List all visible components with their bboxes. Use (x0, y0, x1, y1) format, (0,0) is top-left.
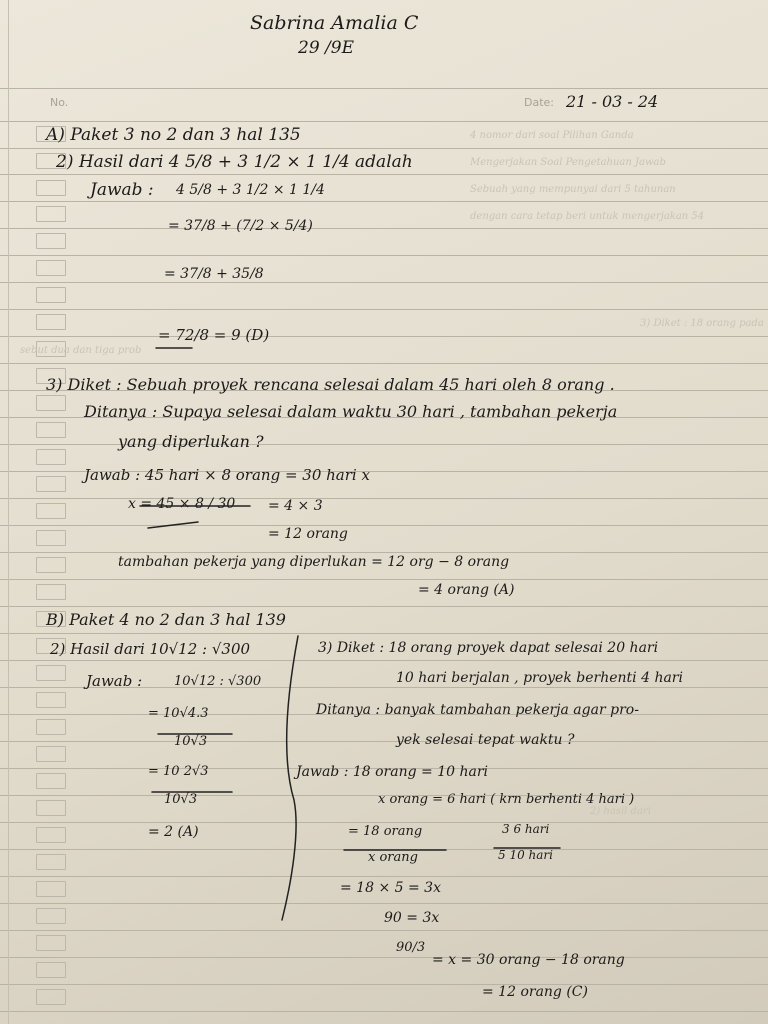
question-a3-diket: 3) Diket : Sebuah proyek rencana selesai dalam 45 hari oleh 8 orang . (46, 375, 615, 394)
question-b2-text: 2) Hasil dari 10√12 : √300 (50, 640, 251, 658)
work-line: = 10√4.3 (148, 706, 209, 721)
work-line: 5 10 hari (498, 848, 553, 862)
question-b3-ditanya-cont: yek selesai tepat waktu ? (396, 732, 575, 748)
bleed-through-text: Sebuah yang mempunyai dari 5 tahunan (470, 184, 676, 195)
work-line: x = 45 × 8 / 30 (128, 496, 236, 512)
bleed-through-text: 3) Diket : 18 orang pada (640, 318, 764, 329)
work-line: = 4 × 3 (268, 498, 323, 514)
strike-line (148, 522, 198, 528)
jawab-line: Jawab : 45 hari × 8 orang = 30 hari x (84, 466, 370, 484)
question-a3-ditanya-cont: yang diperlukan ? (118, 432, 264, 451)
class-label: 29 /9E (298, 38, 354, 58)
work-line: = 12 orang (268, 526, 348, 542)
work-line: = 37/8 + (7/2 × 5/4) (168, 218, 313, 234)
work-line: 10√12 : √300 (174, 674, 262, 689)
date-value: 21 - 03 - 24 (566, 92, 659, 111)
work-line: = x = 30 orang − 18 orang (432, 952, 625, 968)
answer-b2: = 2 (A) (148, 824, 199, 840)
answer-b3: = 12 orang (C) (482, 984, 588, 1000)
work-line: 90/3 (396, 940, 426, 955)
student-name: Sabrina Amalia C (250, 12, 419, 34)
no-label: No. (50, 96, 69, 109)
work-line: x orang (368, 850, 418, 865)
question-a2-text: 2) Hasil dari 4 5/8 + 3 1/2 × 1 1/4 adalah (56, 152, 413, 172)
work-line: tambahan pekerja yang diperlukan = 12 org − 8 orang (118, 554, 510, 570)
answer-a2: = 72/8 = 9 (D) (158, 326, 270, 344)
bleed-through-text: sebut dua dan tiga prob (20, 345, 142, 356)
jawab-label: Jawab : (86, 672, 143, 690)
work-line: x orang = 6 hari ( krn berhenti 4 hari ) (378, 792, 635, 807)
bleed-through-text: 2) hasil dari (590, 806, 651, 817)
work-line: 10√3 (164, 792, 198, 807)
work-line: = 18 orang (348, 824, 423, 839)
answer-a3: = 4 orang (A) (418, 582, 515, 598)
curly-brace (282, 636, 298, 920)
jawab-line: Jawab : 18 orang = 10 hari (296, 764, 489, 780)
question-b3-diket: 3) Diket : 18 orang proyek dapat selesai 20 hari (318, 640, 659, 656)
question-a3-ditanya: Ditanya : Supaya selesai dalam waktu 30 hari , tambahan pekerja (84, 402, 618, 421)
work-line: 3 6 hari (502, 822, 550, 836)
jawab-label: Jawab : (90, 180, 154, 200)
bleed-through-text: Mengerjakan Soal Pengetahuan Jawab (470, 157, 666, 168)
work-line: 4 5/8 + 3 1/2 × 1 1/4 (176, 182, 325, 198)
date-label: Date: (524, 96, 554, 109)
bleed-through-text: 4 nomor dari soal Pilihan Ganda (470, 130, 634, 141)
bleed-through-text: dengan cara tetap beri untuk mengerjakan 54 (470, 211, 705, 222)
question-b3-diket-cont: 10 hari berjalan , proyek berhenti 4 hari (396, 670, 683, 686)
work-line: = 10 2√3 (148, 764, 209, 779)
section-a-title: A) Paket 3 no 2 dan 3 hal 135 (46, 125, 301, 145)
work-line: = 37/8 + 35/8 (164, 266, 264, 282)
work-line: = 18 × 5 = 3x (340, 880, 441, 896)
work-line: 10√3 (174, 734, 208, 749)
question-b3-ditanya: Ditanya : banyak tambahan pekerja agar pro- (316, 702, 639, 718)
work-line: 90 = 3x (384, 910, 440, 926)
section-b-title: B) Paket 4 no 2 dan 3 hal 139 (46, 610, 286, 629)
